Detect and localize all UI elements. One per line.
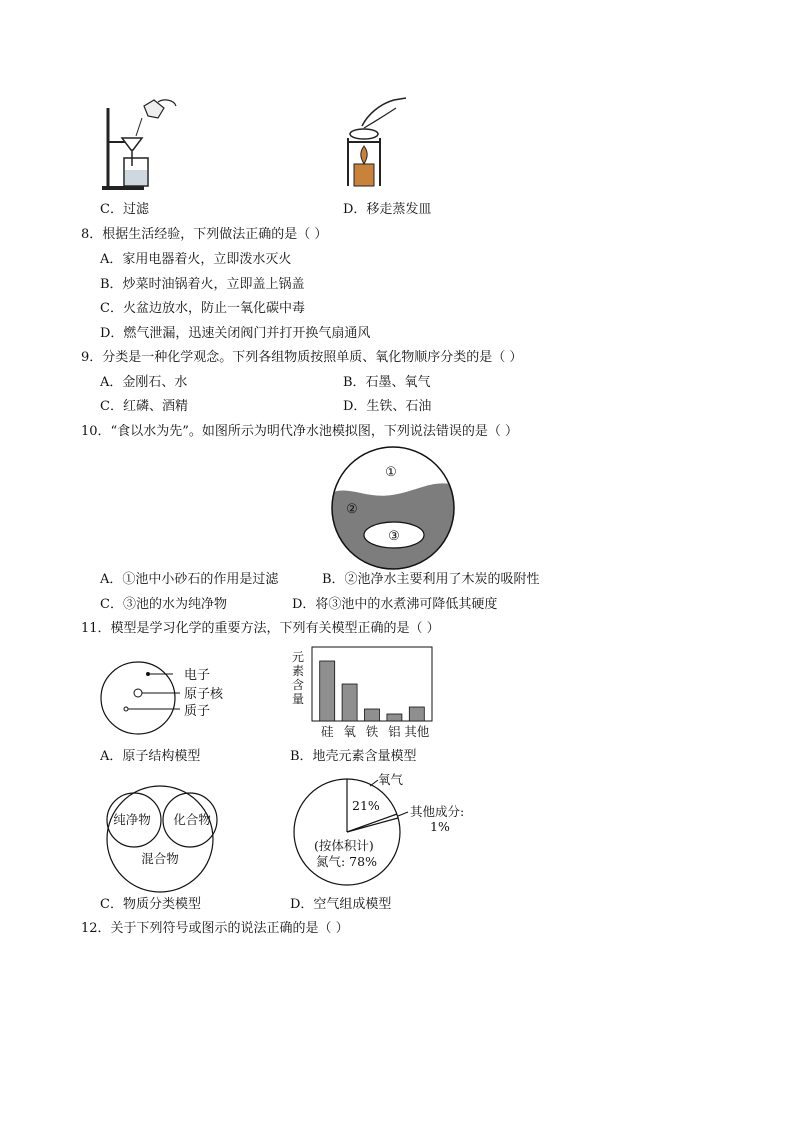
substance-classification-model	[100, 785, 220, 895]
pool-label-3: ③	[388, 529, 400, 544]
bar-5	[409, 707, 424, 721]
pool-label-1: ①	[385, 465, 397, 480]
pie-label-by-volume: (按体积计)	[314, 838, 374, 853]
atom-structure-model	[100, 660, 240, 740]
q8-option-d: D．燃气泄漏，迅速关闭阀门并打开换气扇通风	[100, 326, 371, 341]
atom-label-electron: 电子	[184, 668, 211, 683]
chart-ylabel-char-2: 素	[292, 664, 305, 678]
q11-option-d: D．空气组成模型	[290, 897, 392, 912]
evaporating-dish-apparatus-image	[340, 96, 410, 196]
q10-option-c: C．③池的水为纯净物	[100, 597, 227, 612]
filtration-apparatus-image	[98, 96, 178, 196]
pie-label-oxygen: 氧气	[378, 772, 404, 787]
bar-3	[365, 709, 380, 721]
atom-label-nucleus: 原子核	[184, 687, 224, 702]
category-label-1: 硅	[320, 724, 334, 739]
q8-option-c: C．火盆边放水，防止一氧化碳中毒	[100, 301, 305, 316]
venn-label-pure: 纯净物	[113, 812, 151, 827]
q7-option-c: C．过滤	[100, 202, 149, 217]
pie-label-nitrogen: 氮气: 78%	[316, 854, 377, 869]
q8-option-a: A．家用电器着火，立即泼水灭火	[100, 252, 292, 267]
venn-label-mixture: 混合物	[141, 851, 179, 866]
category-label-4: 铝	[388, 724, 401, 739]
pie-label-other: 其他成分:	[410, 804, 465, 819]
q11-option-a: A．原子结构模型	[100, 749, 201, 764]
q9-option-a: A．金刚石、水	[100, 375, 188, 390]
q11-option-c: C．物质分类模型	[100, 897, 201, 912]
water-pool-diagram	[330, 445, 456, 571]
q7-option-d: D．移走蒸发皿	[343, 202, 432, 217]
air-composition-pie-model	[292, 770, 492, 890]
bar-1	[320, 661, 335, 721]
crust-element-bar-chart	[290, 645, 440, 740]
q11-option-b: B．地壳元素含量模型	[290, 749, 417, 764]
q10-option-a: A．①池中小砂石的作用是过滤	[100, 572, 279, 587]
q9-option-c: C．红磷、酒精	[100, 399, 188, 414]
atom-label-proton: 质子	[184, 704, 211, 719]
q8-option-b: B．炒菜时油锅着火，立即盖上锅盖	[100, 277, 305, 292]
q12-stem: 12．关于下列符号或图示的说法正确的是（ ）	[81, 921, 349, 936]
pie-label-oxygen-pct: 21%	[352, 798, 380, 813]
q9-option-d: D．生铁、石油	[343, 399, 432, 414]
q10-option-d: D．将③池中的水煮沸可降低其硬度	[292, 597, 498, 612]
category-label-5: 其他	[404, 724, 430, 739]
chart-ylabel-char-4: 量	[292, 692, 305, 706]
chart-ylabel-char-1: 元	[292, 650, 305, 664]
q8-stem: 8．根据生活经验，下列做法正确的是（ ）	[81, 227, 328, 242]
venn-label-compound: 化合物	[173, 812, 211, 827]
chart-ylabel-char-3: 含	[292, 678, 305, 692]
q10-option-b: B．②池净水主要利用了木炭的吸附性	[322, 572, 540, 587]
pool-label-2: ②	[346, 502, 358, 517]
bar-2	[342, 684, 357, 721]
category-label-3: 铁	[365, 724, 379, 739]
q9-stem: 9．分类是一种化学观念。下列各组物质按照单质、氧化物顺序分类的是（ ）	[81, 350, 523, 365]
q11-stem: 11．模型是学习化学的重要方法，下列有关模型正确的是（ ）	[81, 621, 440, 636]
q10-stem: 10．“食以水为先”。如图所示为明代净水池模拟图，下列说法错误的是（ ）	[81, 424, 518, 439]
pie-label-other-pct: 1%	[430, 819, 450, 834]
q9-option-b: B．石墨、氧气	[343, 375, 431, 390]
category-label-2: 氧	[343, 724, 356, 739]
bar-4	[387, 714, 402, 721]
